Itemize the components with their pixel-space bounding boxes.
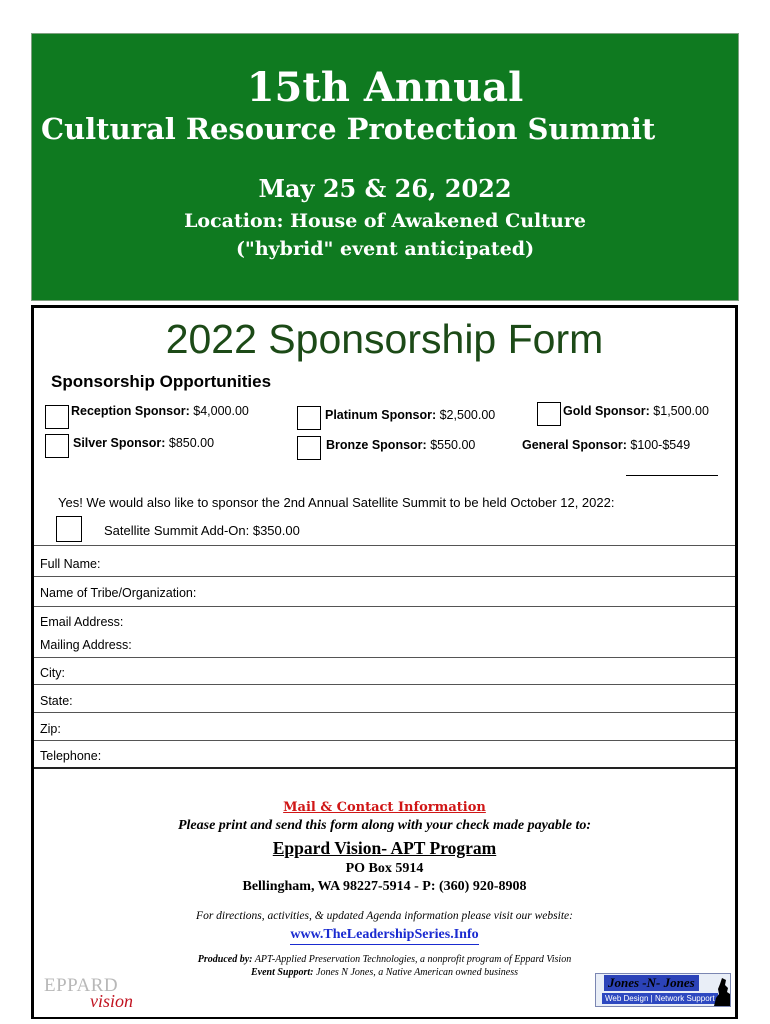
jones-logo-tagline: Web Design | Network Support	[602, 993, 718, 1004]
city-phone-line: Bellingham, WA 98227-5914 - P: (360) 920-8908	[242, 879, 527, 894]
opportunities-heading: Sponsorship Opportunities	[51, 372, 272, 391]
jones-logo-name: Jones -N- Jones	[604, 975, 699, 991]
bronze-sponsor-price: $550.00	[430, 438, 476, 452]
jones-n-jones-logo	[595, 973, 731, 1007]
form-title: 2022 Sponsorship Form	[165, 316, 604, 362]
zip-field[interactable]: Zip:	[40, 722, 61, 736]
reception-sponsor-option	[71, 404, 249, 418]
platinum-sponsor-name: Platinum Sponsor:	[325, 408, 437, 422]
satellite-addon-checkbox[interactable]	[56, 516, 82, 542]
general-sponsor-price: $100-$549	[630, 438, 691, 452]
silver-sponsor-option	[73, 436, 214, 450]
bronze-sponsor-name: Bronze Sponsor:	[326, 438, 427, 452]
event-support-text: Jones N Jones, a Native American owned business	[316, 967, 519, 978]
general-sponsor-option	[522, 438, 690, 452]
payee-row	[34, 838, 735, 859]
mailing-address-field[interactable]: Mailing Address:	[40, 638, 132, 652]
field-divider	[34, 545, 735, 546]
general-sponsor-amount-line[interactable]	[626, 475, 718, 476]
bronze-sponsor-option	[326, 438, 475, 452]
field-divider	[34, 712, 735, 713]
event-dates: May 25 & 26, 2022	[258, 174, 512, 203]
sponsorship-form	[31, 305, 738, 1019]
reception-sponsor-price: $4,000.00	[193, 404, 249, 418]
organization-field[interactable]: Name of Tribe/Organization:	[40, 586, 197, 600]
contact-heading-row	[34, 798, 735, 816]
website-row	[34, 927, 735, 943]
gold-sponsor-price: $1,500.00	[653, 404, 709, 418]
website-link[interactable]: www.TheLeadershipSeries.Info	[290, 927, 478, 945]
produced-by-text: APT-Applied Preservation Technologies, a nonprofit program of Eppard Vision	[254, 954, 572, 965]
reception-sponsor-name: Reception Sponsor:	[71, 404, 190, 418]
city-field[interactable]: City:	[40, 666, 65, 680]
full-name-field[interactable]: Full Name:	[40, 557, 101, 571]
gold-sponsor-checkbox[interactable]	[537, 402, 561, 426]
platinum-sponsor-option	[325, 408, 495, 422]
general-sponsor-name: General Sponsor:	[522, 438, 627, 452]
event-location: Location: House of Awakened Culture	[184, 210, 586, 232]
produced-by-label: Produced by:	[197, 954, 253, 965]
field-divider	[34, 684, 735, 685]
gold-sponsor-option	[563, 404, 709, 418]
silver-sponsor-checkbox[interactable]	[45, 434, 69, 458]
field-divider	[34, 606, 735, 607]
eppard-logo-word: EPPARD	[44, 975, 119, 996]
field-divider	[34, 657, 735, 658]
bronze-sponsor-checkbox[interactable]	[297, 436, 321, 460]
telephone-field[interactable]: Telephone:	[40, 749, 102, 763]
event-name: Cultural Resource Protection Summit	[41, 112, 656, 146]
eppard-vision-logo	[44, 975, 134, 1009]
silver-sponsor-name: Silver Sponsor:	[73, 436, 166, 450]
field-divider	[34, 576, 735, 577]
payee-name: Eppard Vision- APT Program	[272, 838, 497, 858]
event-support-label: Event Support:	[250, 967, 314, 978]
silver-sponsor-price: $850.00	[168, 436, 215, 450]
produced-by-line	[34, 954, 735, 965]
platinum-sponsor-checkbox[interactable]	[297, 406, 321, 430]
vision-logo-word: vision	[90, 991, 133, 1011]
field-divider	[34, 740, 735, 741]
directions-note: For directions, activities, & updated Agenda information please visit our website:	[196, 910, 573, 922]
event-edition-title: 15th Annual	[246, 64, 524, 111]
mail-contact-heading: Mail & Contact Information	[283, 800, 486, 815]
native-silhouette-icon	[710, 976, 730, 1006]
platinum-sponsor-price: $2,500.00	[439, 408, 496, 422]
field-divider	[34, 767, 735, 769]
state-field[interactable]: State:	[40, 694, 73, 708]
reception-sponsor-checkbox[interactable]	[45, 405, 69, 429]
satellite-addon-option: Satellite Summit Add-On: $350.00	[104, 523, 300, 538]
event-banner	[31, 33, 739, 301]
gold-sponsor-name: Gold Sponsor:	[563, 404, 650, 418]
email-field[interactable]: Email Address:	[40, 615, 124, 629]
satellite-summit-note: Yes! We would also like to sponsor the 2nd Annual Satellite Summit to be held October 12, 2022:	[58, 495, 615, 510]
payment-instructions: Please print and send this form along with your check made payable to:	[177, 818, 591, 833]
event-format-note: ("hybrid" event anticipated)	[235, 238, 535, 260]
po-box: PO Box 5914	[345, 861, 424, 876]
